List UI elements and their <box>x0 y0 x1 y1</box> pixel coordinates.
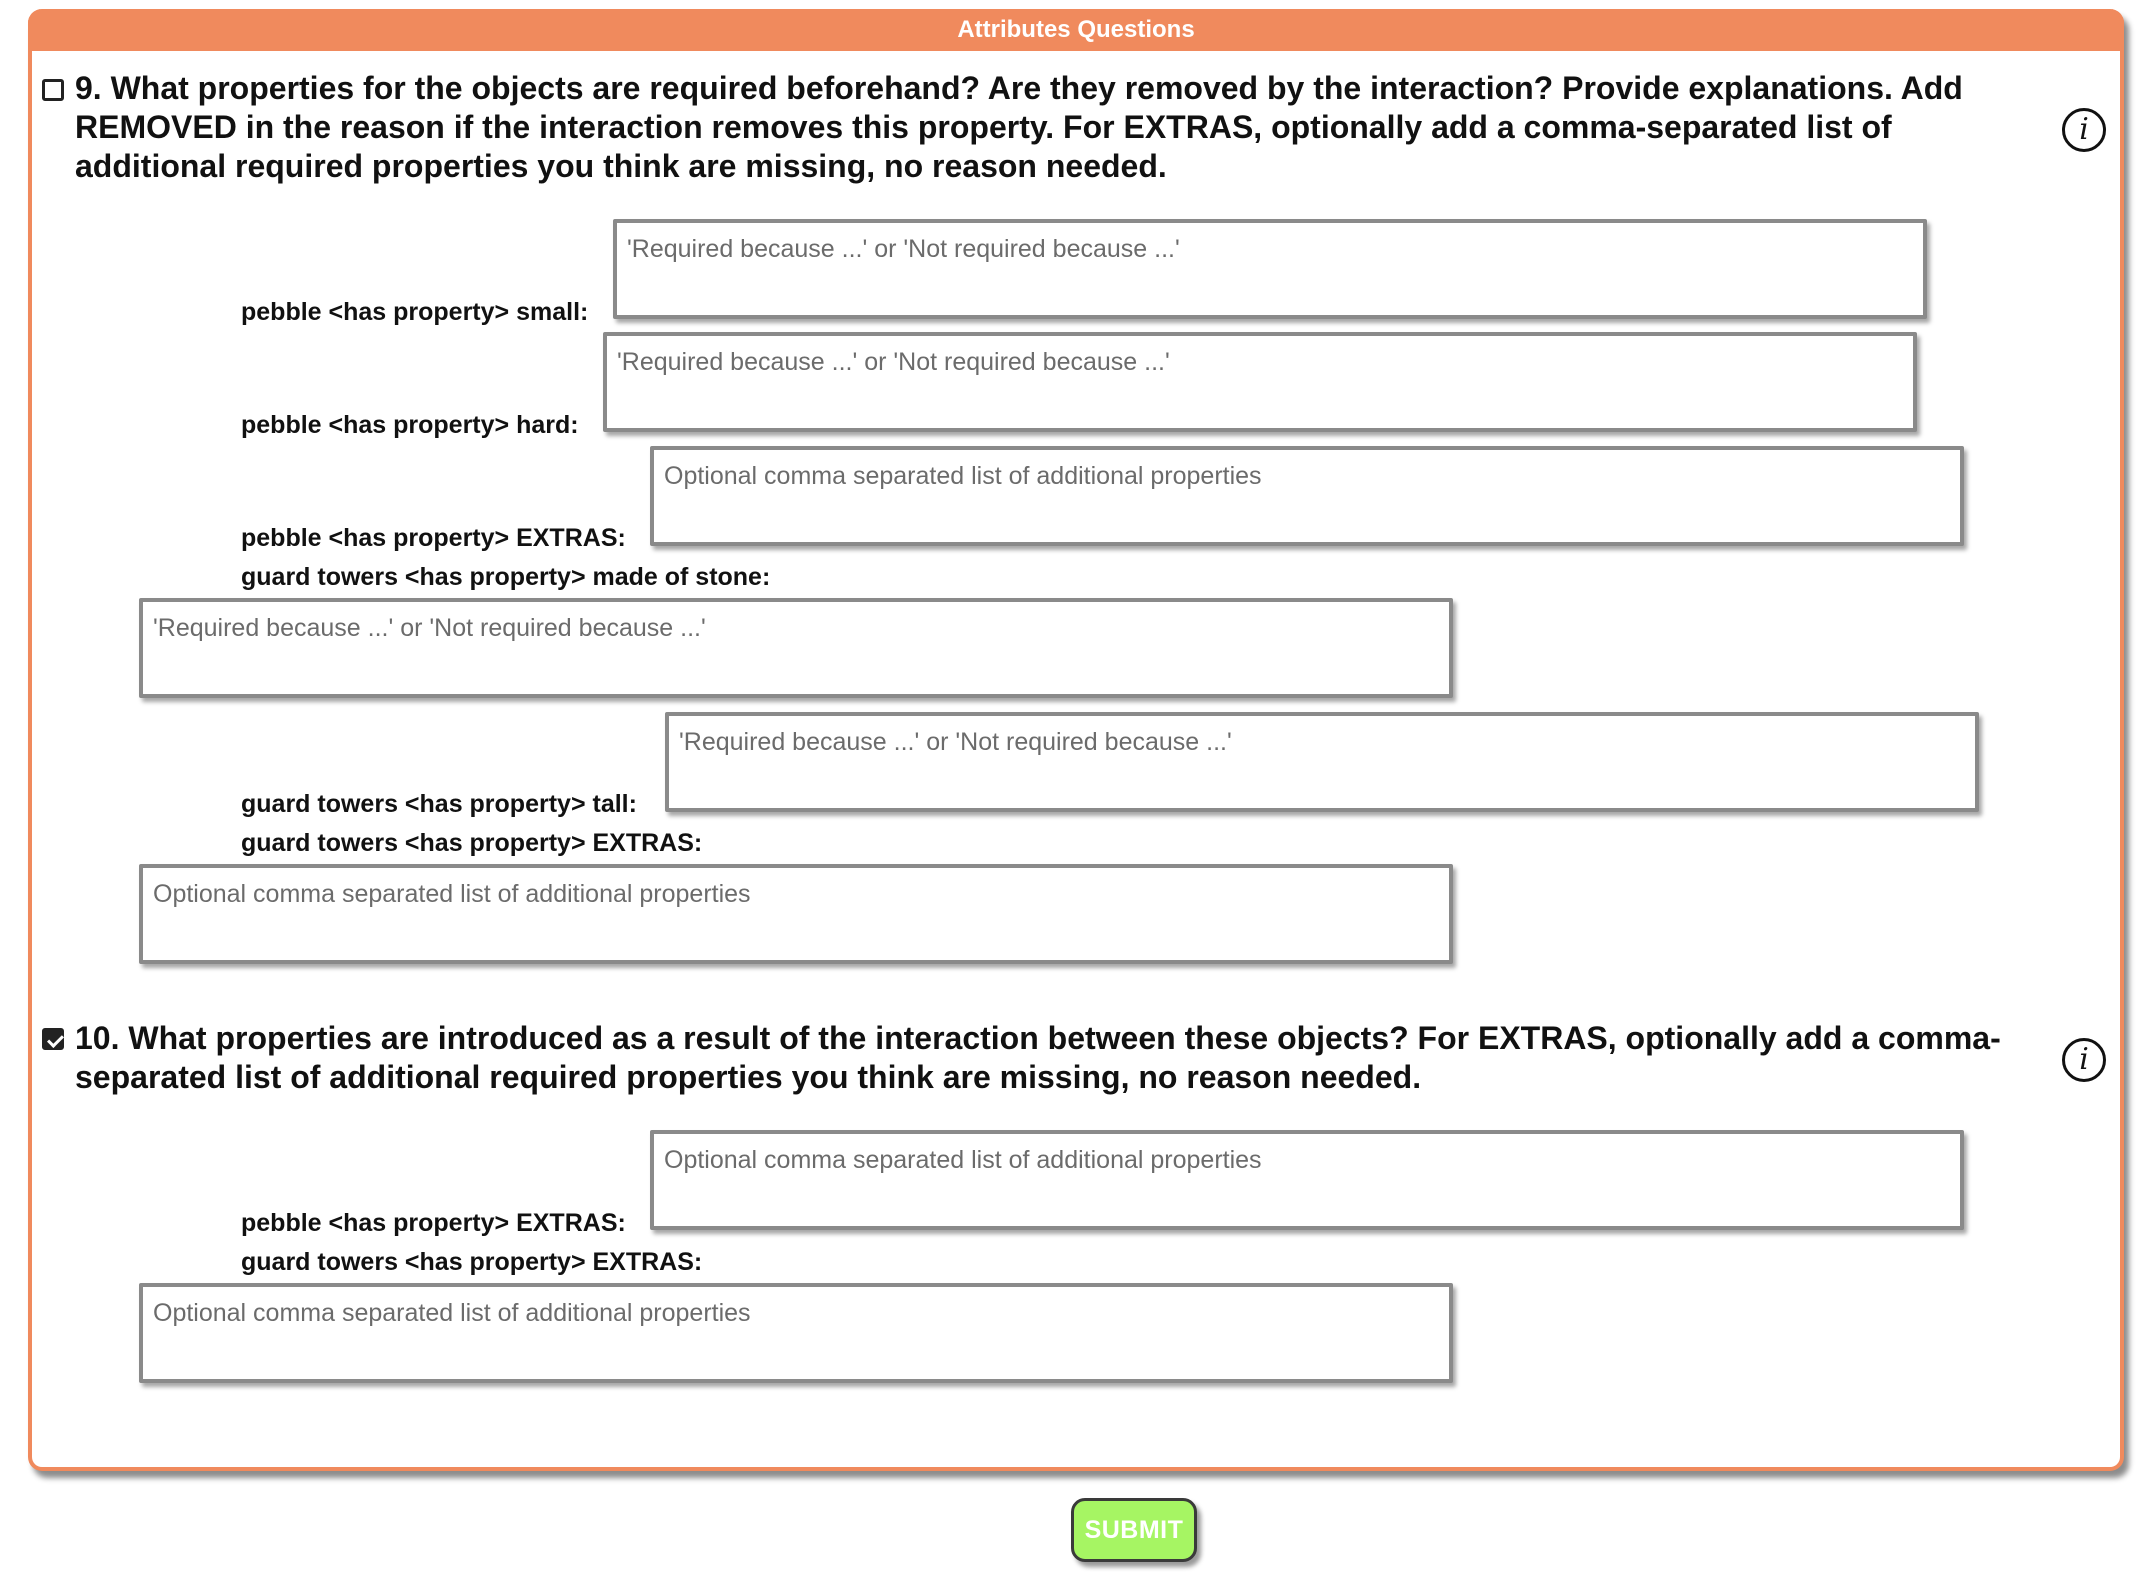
q9-row-label: pebble <has property> hard: <box>241 411 579 439</box>
q9-question-text: 9. What properties for the objects are required beforehand? Are they removed by the interaction? Provide explanations. Add REMOVED in the reason if the interaction removes this property. For EXTRAS, optionally add a comma-separated list of additional required properties you think are missing, no reason needed. <box>75 70 1963 184</box>
q9-guard-towers-tall-input[interactable] <box>665 712 1979 812</box>
q10-pebble-extras-input[interactable] <box>650 1130 1964 1230</box>
q9-info-icon[interactable]: i <box>2062 108 2106 152</box>
q9-row-label: pebble <has property> EXTRAS: <box>241 524 626 552</box>
q9-row-label: guard towers <has property> EXTRAS: <box>241 829 703 857</box>
q10-info-icon[interactable]: i <box>2062 1038 2106 1082</box>
panel-title: Attributes Questions <box>28 9 2124 51</box>
q10-question-text: 10. What properties are introduced as a result of the interaction between these objects? For EXTRAS, optionally add a comma-separated list of additional required properties you think are missing, no reason needed. <box>75 1020 2001 1095</box>
q9-pebble-extras-input[interactable] <box>650 446 1964 546</box>
q10-checkbox[interactable] <box>42 1028 64 1050</box>
q9-pebble-hard-input[interactable] <box>603 332 1917 432</box>
q9-checkbox[interactable] <box>42 79 64 101</box>
q10-row-label: guard towers <has property> EXTRAS: <box>241 1248 703 1276</box>
q9-guard-towers-extras-input[interactable] <box>139 864 1453 964</box>
q10-guard-towers-extras-input[interactable] <box>139 1283 1453 1383</box>
q10-row-label: pebble <has property> EXTRAS: <box>241 1209 626 1237</box>
submit-button[interactable]: SUBMIT <box>1071 1498 1197 1562</box>
q9-row-label: guard towers <has property> tall: <box>241 790 637 818</box>
q9-pebble-small-input[interactable] <box>613 219 1927 319</box>
q9-row-label: pebble <has property> small: <box>241 298 589 326</box>
q9-row-label: guard towers <has property> made of stone: <box>241 563 771 591</box>
q9-guard-towers-stone-input[interactable] <box>139 598 1453 698</box>
